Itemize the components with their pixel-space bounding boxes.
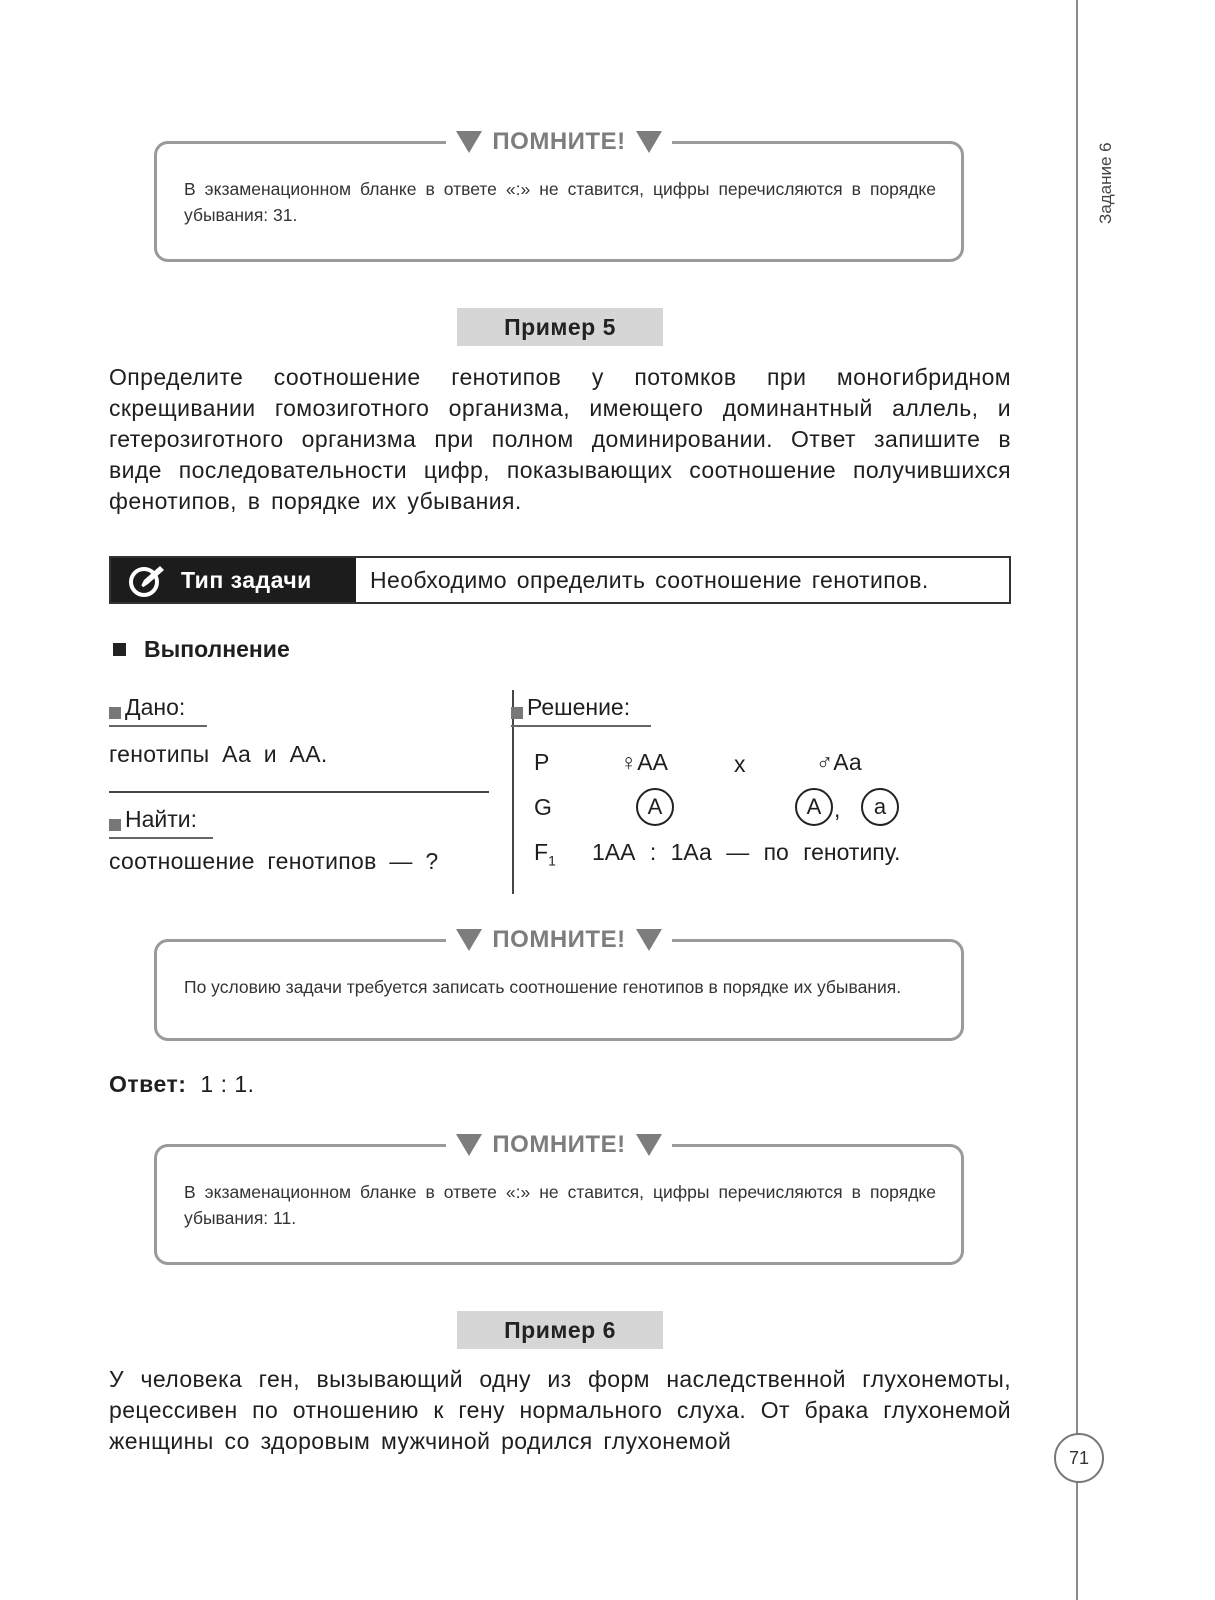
- gamete-comma: ,: [834, 796, 841, 822]
- square-bullet-icon: [109, 819, 121, 831]
- find-text: соотношение генотипов — ?: [109, 848, 439, 874]
- triangle-icon: [636, 131, 662, 153]
- triangle-icon: [456, 929, 482, 951]
- f1-letter: F: [534, 839, 549, 865]
- triangle-icon: [636, 1134, 662, 1156]
- cross-symbol: x: [734, 751, 746, 777]
- remember-text: В экзаменационном бланке в ответе «:» не ставится, цифры перечисляются в порядке убывания: 11.: [184, 1182, 936, 1228]
- remember-title: ПОМНИТЕ!: [492, 128, 626, 155]
- find-label-text: Найти:: [125, 806, 198, 832]
- triangle-icon: [636, 929, 662, 951]
- example-text: У человека ген, вызывающий одну из форм наследственной глухонемоты, рецессивен по отношению к гену нормального слуха. От брака глухонемой женщины со здоровым мужчиной родился глухонемой: [109, 1366, 1011, 1454]
- triangle-icon: [456, 1134, 482, 1156]
- row-g-label: G: [534, 794, 552, 820]
- section-label: Задание 6: [1096, 142, 1115, 224]
- task-type-description: Необходимо определить соотношение генотипов.: [370, 566, 929, 593]
- given-label: [109, 694, 207, 727]
- example-label: Пример 6: [457, 1311, 663, 1349]
- example-text: Определите соотношение генотипов у потомков при моногибридном скрещивании гомозиготного организма, имеющего доминантный аллель, и гетерозиготного организма при полном доминировании. Ответ запишите в виде последовательности цифр, показывающих соотношение получившихся фенотипов, в порядке их убывания.: [109, 364, 1011, 514]
- find-label: [109, 806, 213, 839]
- given-label-text: Дано:: [125, 694, 186, 720]
- male-genotype: ♂Аа: [816, 749, 862, 775]
- solution-heading: [113, 636, 290, 663]
- square-bullet-icon: [109, 707, 121, 719]
- gamete-circle: а: [861, 788, 899, 826]
- f1-result: 1АА : 1Аа — по генотипу.: [592, 839, 901, 865]
- solution-heading-text: Выполнение: [144, 636, 290, 662]
- remember-text: В экзаменационном бланке в ответе «:» не ставится, цифры перечисляются в порядке убывания: 31.: [184, 179, 936, 225]
- answer-value: 1 : 1.: [200, 1071, 255, 1097]
- task-type-label-cell: [111, 558, 356, 602]
- task-type-label: Тип задачи: [181, 566, 312, 593]
- row-p-label: P: [534, 749, 550, 775]
- remember-text: По условию задачи требуется записать соотношение генотипов в порядке их убывания.: [184, 977, 902, 997]
- row-f1-label: [534, 839, 556, 869]
- square-bullet-icon: [511, 707, 523, 719]
- female-genotype: ♀АА: [620, 749, 668, 775]
- remember-title: ПОМНИТЕ!: [492, 1131, 626, 1158]
- divider: [109, 791, 489, 793]
- given-text: генотипы Аа и АА.: [109, 741, 328, 767]
- gamete-circle: А: [795, 788, 833, 826]
- remember-box: [154, 926, 964, 1041]
- f1-subscript: 1: [548, 852, 556, 869]
- answer-label: Ответ:: [109, 1071, 187, 1097]
- solution-label-text: Решение:: [527, 694, 631, 720]
- remember-box: [154, 1131, 964, 1265]
- solution-label: [511, 694, 651, 727]
- page-number: 71: [1054, 1433, 1104, 1483]
- example-label: Пример 5: [457, 308, 663, 346]
- answer: [109, 1071, 255, 1098]
- pencil-icon: [127, 563, 167, 597]
- gamete-circle: А: [636, 788, 674, 826]
- task-type-bar: [109, 556, 1011, 604]
- remember-title: ПОМНИТЕ!: [492, 926, 626, 953]
- remember-box: [154, 128, 964, 262]
- square-bullet-icon: [113, 643, 126, 656]
- margin-rule: [1076, 0, 1078, 1600]
- triangle-icon: [456, 131, 482, 153]
